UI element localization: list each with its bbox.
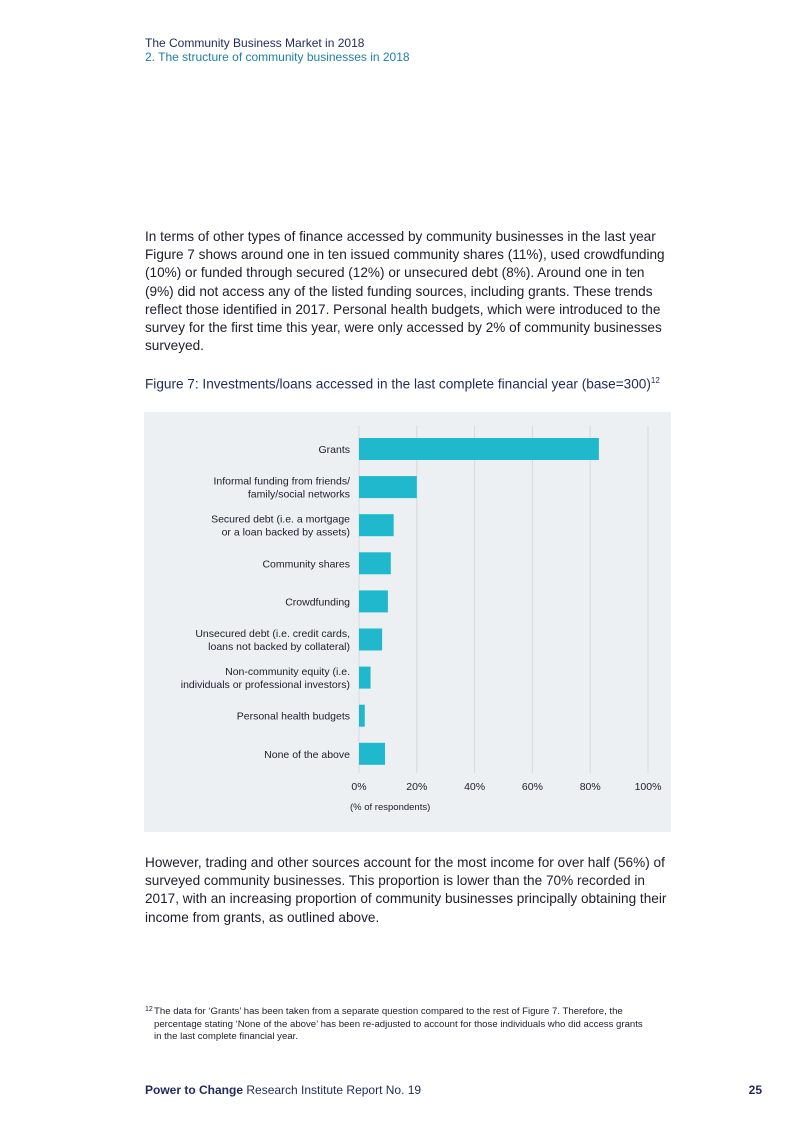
x-tick-label: 100% xyxy=(634,781,662,793)
body-paragraph-1: In terms of other types of finance accessed by community businesses in the last year Figure 7 shows around one in ten issued community shares (11%), used crowdfunding (10%) or funded through secured (12%) or unsecured debt (8%). Around one in ten (9%) did not access any of the listed funding sources, including grants. These trends reflect those identified in 2017. Personal health budgets, which were introduced to the survey for the first time this year, were only accessed by 2% of community businesses surveyed. xyxy=(145,229,665,354)
footnote xyxy=(145,1006,645,1044)
bar-4 xyxy=(359,590,388,612)
bar-chart xyxy=(144,412,671,832)
footnote-ref[interactable]: 12 xyxy=(650,376,660,385)
category-label: Crowdfunding xyxy=(285,596,350,609)
figure-caption-text: Figure 7: Investments/loans accessed in the last complete financial year (base=300) xyxy=(145,376,651,392)
footnote-number: 12 xyxy=(145,1006,153,1013)
bar-7 xyxy=(359,705,365,727)
category-label: Informal funding from friends/ family/social networks xyxy=(213,475,350,501)
running-header xyxy=(145,36,410,64)
category-label: None of the above xyxy=(264,748,350,761)
page-footer xyxy=(145,1083,762,1097)
report-title: The Community Business Market in 2018 xyxy=(145,36,365,50)
chart-panel xyxy=(144,412,671,832)
category-label: Secured debt (i.e. a mortgage or a loan backed by assets) xyxy=(211,513,350,539)
x-tick-label: 80% xyxy=(579,781,601,793)
figure-caption xyxy=(145,372,665,394)
category-label: Non-community equity (i.e. individuals or professional investors) xyxy=(180,666,350,692)
category-label: Grants xyxy=(318,444,350,456)
bar-0 xyxy=(359,438,599,460)
bar-3 xyxy=(359,552,391,574)
page-number: 25 xyxy=(748,1083,762,1097)
category-label: Community shares xyxy=(262,558,350,571)
section-title: 2. The structure of community businesses in 2018 xyxy=(145,50,410,64)
footer-brand: Power to Change xyxy=(145,1083,244,1097)
footer-series: Research Institute Report No. 19 xyxy=(243,1083,422,1097)
footnote-text: The data for ‘Grants’ has been taken from a separate question compared to the rest of Figure 7. Therefore, the percentage stating ‘None of the above’ has been re-adjusted to account for those individuals who did access grants in the last complete financial year. xyxy=(154,1006,643,1042)
category-label: Personal health budgets xyxy=(236,710,350,723)
bar-5 xyxy=(359,629,382,651)
bar-2 xyxy=(359,514,394,536)
x-tick-label: 40% xyxy=(464,781,486,793)
bar-8 xyxy=(359,743,385,765)
x-tick-label: 0% xyxy=(351,781,367,793)
category-label: Unsecured debt (i.e. credit cards, loans not backed by collateral) xyxy=(195,628,350,653)
bar-1 xyxy=(359,476,417,498)
x-tick-label: 60% xyxy=(521,781,543,793)
x-axis-label: (% of respondents) xyxy=(350,802,431,813)
body-paragraph-2: However, trading and other sources account for the most income for over half (56%) of surveyed community businesses. This proportion is lower than the 70% recorded in 2017, with an increasing proportion of community businesses principally obtaining their income from grants, as outlined above. xyxy=(145,855,667,925)
x-tick-label: 20% xyxy=(406,781,428,793)
bar-6 xyxy=(359,667,371,689)
